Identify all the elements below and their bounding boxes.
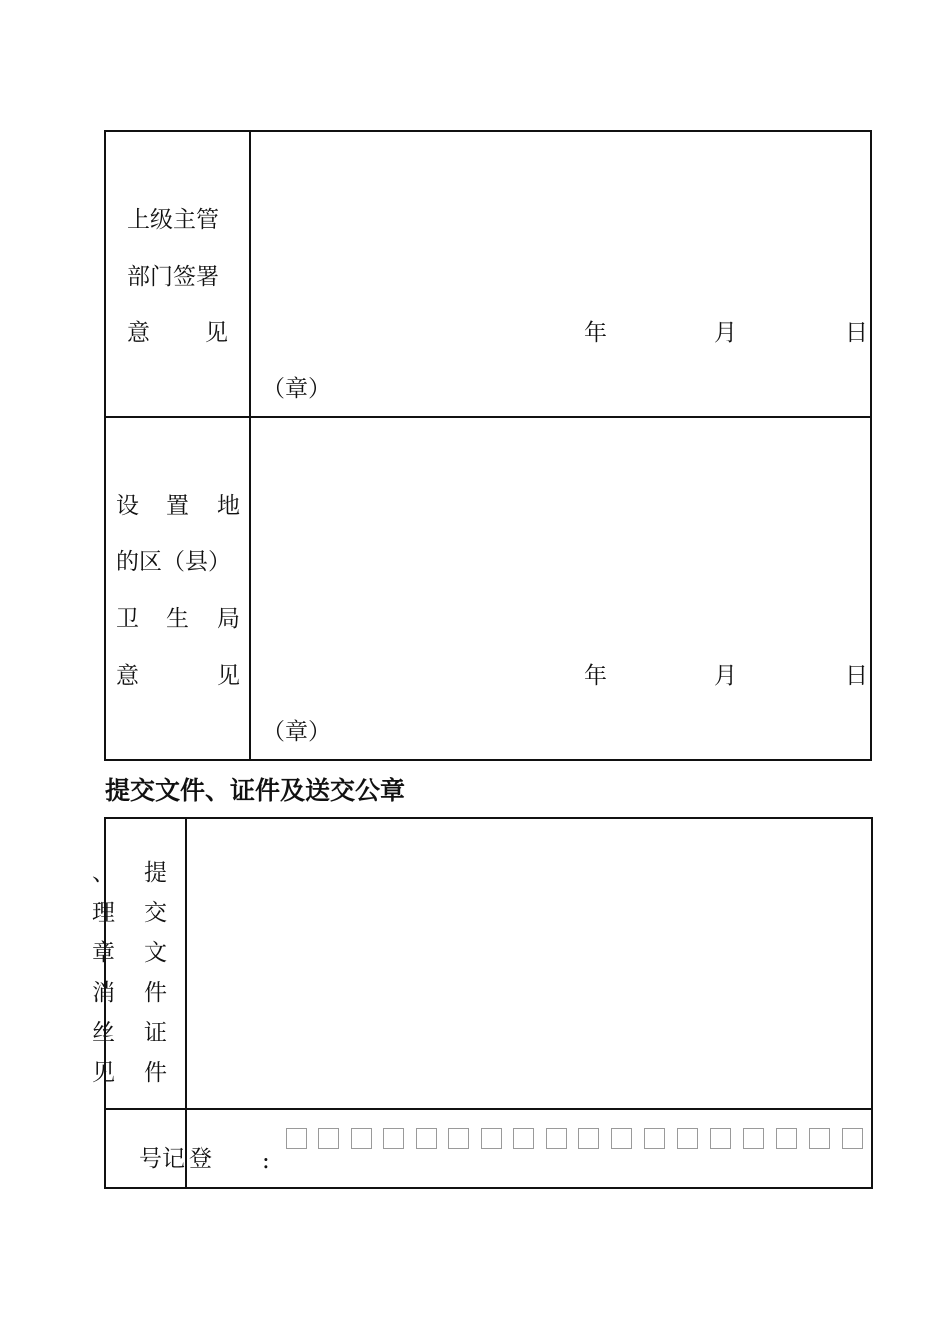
clipped-char: 章 bbox=[92, 940, 115, 966]
superior-dept-seal: （章） bbox=[262, 376, 331, 402]
registration-digit-box[interactable] bbox=[383, 1128, 404, 1149]
registration-colon: : bbox=[262, 1148, 270, 1174]
health-bureau-label-line1b: 置 bbox=[166, 493, 189, 519]
superior-dept-label-line3a: 意 bbox=[127, 320, 150, 346]
registration-digit-box[interactable] bbox=[318, 1128, 339, 1149]
superior-dept-date-year: 年 bbox=[584, 320, 607, 346]
registration-digit-box[interactable] bbox=[578, 1128, 599, 1149]
clipped-label-column bbox=[92, 858, 115, 1090]
health-bureau-label-line3a: 卫 bbox=[116, 606, 139, 632]
registration-digit-box[interactable] bbox=[842, 1128, 863, 1149]
registration-label-a: 号记 bbox=[139, 1146, 185, 1172]
submitted-docs-label-char: 交 bbox=[144, 900, 167, 926]
clipped-char: 、 bbox=[92, 860, 115, 886]
registration-digit-box[interactable] bbox=[416, 1128, 437, 1149]
clipped-char: 见 bbox=[92, 1060, 115, 1086]
health-bureau-label-line2: 的区（县） bbox=[116, 549, 231, 575]
registration-digit-box[interactable] bbox=[513, 1128, 534, 1149]
registration-digit-box[interactable] bbox=[286, 1128, 307, 1149]
health-bureau-label-line1c: 地 bbox=[217, 493, 240, 519]
submitted-docs-label-char: 提 bbox=[144, 860, 167, 886]
registration-digit-box[interactable] bbox=[481, 1128, 502, 1149]
registration-digit-box[interactable] bbox=[710, 1128, 731, 1149]
approval-table-row-divider bbox=[104, 416, 872, 418]
clipped-char: 理 bbox=[92, 900, 115, 926]
registration-digit-box[interactable] bbox=[546, 1128, 567, 1149]
registration-digit-box[interactable] bbox=[677, 1128, 698, 1149]
documents-table-row-divider bbox=[104, 1108, 873, 1110]
superior-dept-date-month: 月 bbox=[714, 320, 737, 346]
submitted-docs-label-char: 件 bbox=[144, 1060, 167, 1086]
registration-digit-box[interactable] bbox=[351, 1128, 372, 1149]
submitted-docs-label-char: 文 bbox=[144, 940, 167, 966]
registration-digit-box[interactable] bbox=[448, 1128, 469, 1149]
health-bureau-seal: （章） bbox=[262, 719, 331, 745]
submitted-docs-label-char: 件 bbox=[144, 980, 167, 1006]
health-bureau-label-line3b: 生 bbox=[166, 606, 189, 632]
superior-dept-label-line1: 上级主管 bbox=[127, 207, 219, 233]
health-bureau-date-day: 日 bbox=[845, 663, 868, 689]
health-bureau-date-year: 年 bbox=[584, 663, 607, 689]
registration-digit-box[interactable] bbox=[743, 1128, 764, 1149]
superior-dept-label-line2: 部门签署 bbox=[127, 264, 219, 290]
superior-dept-label-line3b: 见 bbox=[205, 320, 228, 346]
health-bureau-label-line3c: 局 bbox=[217, 606, 240, 632]
health-bureau-label-line4b: 见 bbox=[217, 663, 240, 689]
registration-label-b: 登 bbox=[189, 1146, 212, 1172]
submitted-docs-label-char: 证 bbox=[144, 1020, 167, 1046]
section-title: 提交文件、证件及送交公章 bbox=[105, 776, 406, 805]
registration-digit-box[interactable] bbox=[809, 1128, 830, 1149]
superior-dept-date-day: 日 bbox=[845, 320, 868, 346]
documents-table-divider bbox=[185, 817, 187, 1189]
health-bureau-date-month: 月 bbox=[714, 663, 737, 689]
clipped-char: 消 bbox=[92, 980, 115, 1006]
approval-table-divider bbox=[249, 130, 251, 761]
health-bureau-label-line1a: 设 bbox=[116, 493, 139, 519]
registration-digit-box[interactable] bbox=[644, 1128, 665, 1149]
health-bureau-label-line4a: 意 bbox=[116, 663, 139, 689]
registration-digit-box[interactable] bbox=[611, 1128, 632, 1149]
clipped-char: 丝 bbox=[92, 1020, 115, 1046]
registration-digit-box[interactable] bbox=[776, 1128, 797, 1149]
